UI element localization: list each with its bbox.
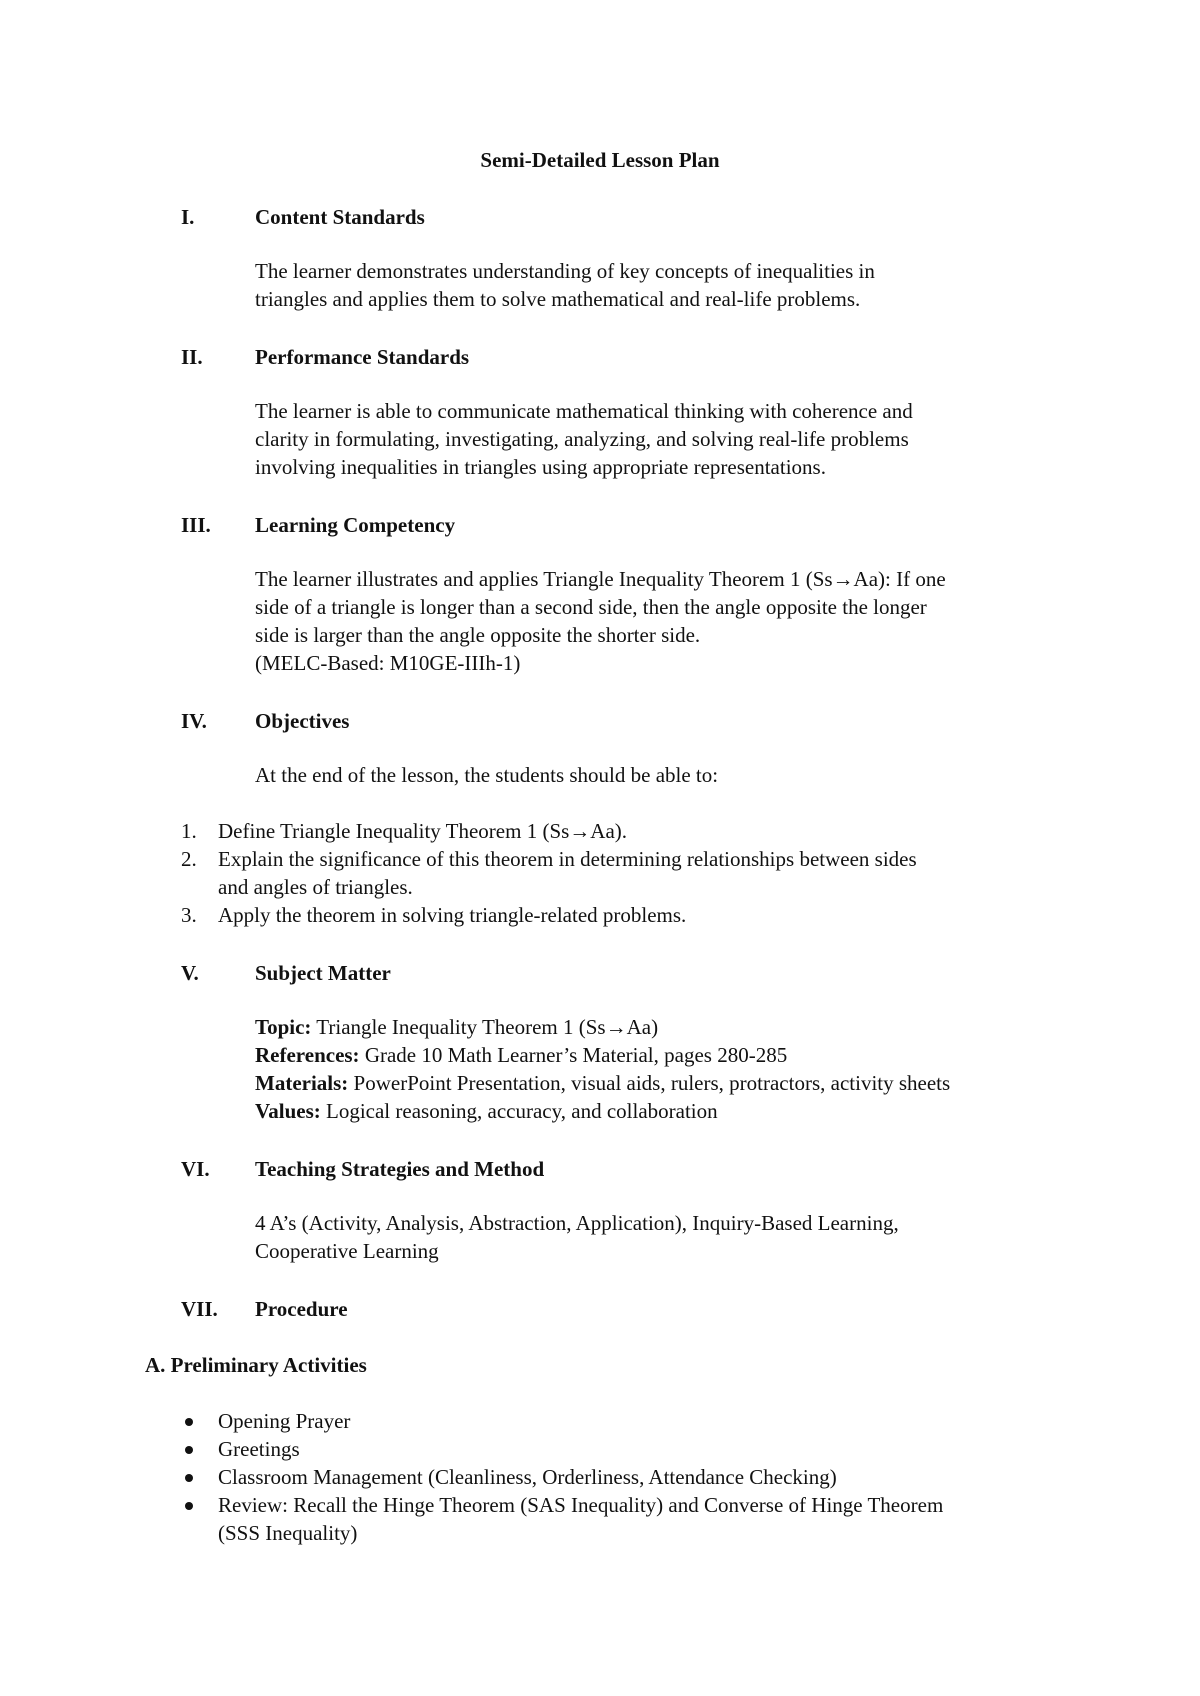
section-numeral-1: I. [181,205,195,229]
section-heading-performance-standards: Performance Standards [255,345,470,369]
section-heading-objectives: Objectives [255,709,350,733]
content-standards-line: The learner demonstrates understanding of key concepts of inequalities in [255,259,875,283]
subject-matter-value: PowerPoint Presentation, visual aids, rulers, protractors, activity sheets [348,1071,951,1095]
section-numeral-6: VI. [181,1157,210,1181]
objective-number: 2. [181,847,197,871]
preliminary-item: Review: Recall the Hinge Theorem (SAS Inequality) and Converse of Hinge Theorem [218,1493,944,1517]
section-heading-learning-competency: Learning Competency [255,513,456,537]
section-numeral-7: VII. [181,1297,218,1321]
subject-matter-references [255,1041,787,1069]
preliminary-item: (SSS Inequality) [218,1521,358,1545]
section-numeral-5: V. [181,961,199,985]
teaching-strategies-line: Cooperative Learning [255,1239,439,1263]
learning-competency-line: side is larger than the angle opposite the shorter side. [255,623,701,647]
performance-standards-line: clarity in formulating, investigating, analyzing, and solving real-life problems [255,427,909,451]
section-numeral-2: II. [181,345,203,369]
learning-competency-line: (MELC-Based: M10GE-IIIh-1) [255,651,521,675]
learning-competency-line: side of a triangle is longer than a second side, then the angle opposite the longer [255,595,927,619]
section-numeral-3: III. [181,513,211,537]
section-heading-procedure: Procedure [255,1297,348,1321]
subject-matter-label: References: [255,1043,360,1067]
preliminary-item: Opening Prayer [218,1409,351,1433]
objectives-intro: At the end of the lesson, the students should be able to: [255,763,719,787]
bullet-icon [185,1502,193,1510]
content-standards-line: triangles and applies them to solve mathematical and real-life problems. [255,287,861,311]
subject-matter-label: Materials: [255,1071,349,1095]
bullet-icon [185,1418,193,1426]
document-title: Semi-Detailed Lesson Plan [480,148,720,172]
performance-standards-line: The learner is able to communicate mathematical thinking with coherence and [255,399,913,423]
objective-item: Apply the theorem in solving triangle-related problems. [218,903,687,927]
subject-matter-value: Triangle Inequality Theorem 1 (Ss→Aa) [311,1015,659,1039]
bullet-icon [185,1446,193,1454]
objective-item: and angles of triangles. [218,875,413,899]
subject-matter-value: Grade 10 Math Learner’s Material, pages 280-285 [359,1043,788,1067]
section-heading-subject-matter: Subject Matter [255,961,391,985]
preliminary-item: Classroom Management (Cleanliness, Orderliness, Attendance Checking) [218,1465,837,1489]
subject-matter-values [255,1097,718,1125]
learning-competency-line: The learner illustrates and applies Triangle Inequality Theorem 1 (Ss→Aa): If one [255,567,946,591]
section-numeral-4: IV. [181,709,207,733]
bullet-icon [185,1474,193,1482]
subject-matter-label: Topic: [255,1015,312,1039]
preliminary-activities-heading: A. Preliminary Activities [145,1353,367,1377]
subject-matter-topic [255,1013,658,1041]
preliminary-item: Greetings [218,1437,300,1461]
subject-matter-label: Values: [255,1099,321,1123]
objective-number: 1. [181,819,197,843]
objective-number: 3. [181,903,197,927]
teaching-strategies-line: 4 A’s (Activity, Analysis, Abstraction, Application), Inquiry-Based Learning, [255,1211,899,1235]
objective-item: Explain the significance of this theorem in determining relationships between sides [218,847,917,871]
subject-matter-materials [255,1069,950,1097]
section-heading-teaching-strategies: Teaching Strategies and Method [255,1157,545,1181]
section-heading-content-standards: Content Standards [255,205,425,229]
performance-standards-line: involving inequalities in triangles using appropriate representations. [255,455,826,479]
objective-item: Define Triangle Inequality Theorem 1 (Ss→Aa). [218,819,628,843]
subject-matter-value: Logical reasoning, accuracy, and collaboration [320,1099,718,1123]
